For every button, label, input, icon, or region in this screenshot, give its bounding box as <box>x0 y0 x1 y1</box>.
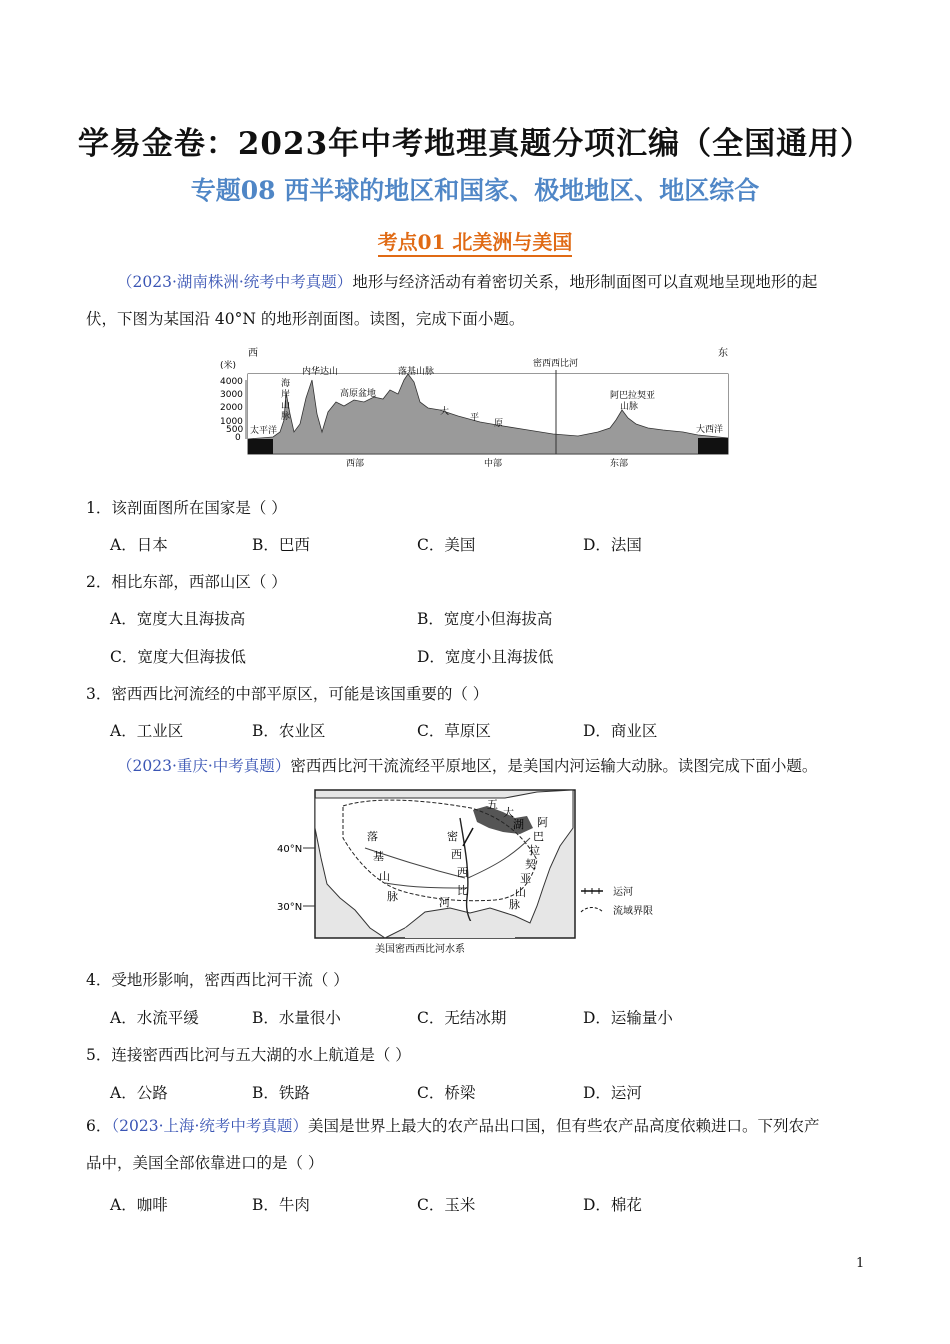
svg-text:岸: 岸 <box>281 390 291 400</box>
lat40-label: 40°N <box>277 844 303 855</box>
svg-text:阿: 阿 <box>537 816 548 829</box>
option[interactable]: A．日本 <box>110 536 168 554</box>
option[interactable]: D．运输量小 <box>583 1009 673 1027</box>
option[interactable]: D．运河 <box>583 1084 642 1102</box>
option[interactable]: D．法国 <box>583 536 642 554</box>
svg-text:大: 大 <box>503 806 514 819</box>
region-west: 西部 <box>346 459 365 469</box>
west-label: 西 <box>248 348 258 359</box>
appalachian-label: 阿巴拉契亚 <box>610 391 656 401</box>
svg-text:河: 河 <box>439 896 450 909</box>
svg-text:巴: 巴 <box>533 830 544 843</box>
svg-text:契: 契 <box>525 858 536 871</box>
ytick: 4000 <box>220 377 243 387</box>
svg-text:山: 山 <box>515 886 526 899</box>
svg-text:拉: 拉 <box>529 844 540 857</box>
section-title: 考点01 北美洲与美国 <box>0 226 950 255</box>
svg-text:密: 密 <box>447 830 458 843</box>
legend-basin: 流域界限 <box>613 906 653 917</box>
svg-text:平: 平 <box>470 413 480 423</box>
option[interactable]: B．宽度小但海拔高 <box>417 610 553 628</box>
source-tag: （2023·湖南株洲·统考中考真题） <box>117 273 353 291</box>
svg-text:海: 海 <box>281 379 291 389</box>
option[interactable]: C．无结冰期 <box>417 1009 507 1027</box>
svg-text:山: 山 <box>281 401 291 411</box>
option[interactable]: A．咖啡 <box>110 1196 168 1214</box>
svg-text:比: 比 <box>457 884 468 897</box>
question-4: 4．受地形影响，密西西比河干流（ ） <box>86 971 349 989</box>
intro-paragraph-1: （2023·湖南株洲·统考中考真题）地形与经济活动有着密切关系，地形制面图可以直观地呈现地形的起 伏，下图为某国沿 40°N 的地形剖面图。读图，完成下面小题。 <box>86 273 818 328</box>
svg-text:基: 基 <box>373 850 384 863</box>
svg-text:脉: 脉 <box>509 898 520 911</box>
basin-label: 高原盆地 <box>340 389 377 399</box>
option[interactable]: B．牛肉 <box>252 1196 310 1214</box>
option[interactable]: A．宽度大且海拔高 <box>110 610 246 628</box>
legend-canal: 运河 <box>613 887 633 898</box>
atlantic-label: 大西洋 <box>696 425 724 435</box>
east-label: 东 <box>718 348 728 359</box>
option[interactable]: B．巴西 <box>252 536 310 554</box>
question-1: 1．该剖面图所在国家是（ ） <box>86 499 287 517</box>
option[interactable]: C．草原区 <box>417 722 491 740</box>
mississippi-map-figure <box>275 788 675 958</box>
svg-text:山脉: 山脉 <box>620 402 639 412</box>
terrain-profile-figure <box>218 342 738 472</box>
svg-text:原: 原 <box>494 419 504 429</box>
ytick: 0 <box>235 433 241 443</box>
question-3: 3．密西西比河流经的中部平原区，可能是该国重要的（ ） <box>86 685 489 703</box>
question-2: 2．相比东部，西部山区（ ） <box>86 573 287 591</box>
option[interactable]: A．水流平缓 <box>110 1009 199 1027</box>
document-title: 学易金卷：2023年中考地理真题分项汇编（全国通用） <box>77 126 873 162</box>
option[interactable]: B．水量很小 <box>252 1009 341 1027</box>
intro-paragraph-2: （2023·重庆·中考真题）密西西比河干流流经平原地区，是美国内河运输大动脉。读图完成下面小题。 <box>117 757 818 775</box>
svg-text:亚: 亚 <box>520 872 531 885</box>
option[interactable]: C．桥梁 <box>417 1084 476 1102</box>
ytick: 500 <box>226 425 244 435</box>
option[interactable]: B．铁路 <box>252 1084 310 1102</box>
lat30-label: 30°N <box>277 902 303 913</box>
option[interactable]: D．棉花 <box>583 1196 642 1214</box>
source-tag: （2023·重庆·中考真题） <box>117 757 291 775</box>
question-5: 5．连接密西西比河与五大湖的水上航道是（ ） <box>86 1046 411 1064</box>
option[interactable]: C．宽度大但海拔低 <box>110 648 246 666</box>
option[interactable]: C．玉米 <box>417 1196 476 1214</box>
svg-text:湖: 湖 <box>513 818 524 831</box>
pacific-label: 太平洋 <box>250 426 278 436</box>
svg-text:西: 西 <box>457 866 468 879</box>
source-tag: （2023·上海·统考中考真题） <box>111 1117 308 1135</box>
question-6: 6．（2023·上海·统考中考真题）美国是世界上最大的农产品出口国，但有些农产品高度依赖进口。下列农产 品中，美国全部依靠进口的是（ ） <box>86 1117 820 1172</box>
option[interactable]: C．美国 <box>417 536 476 554</box>
option[interactable]: A．工业区 <box>110 722 184 740</box>
option[interactable]: B．农业区 <box>252 722 326 740</box>
ytick: 1000 <box>220 417 243 427</box>
svg-text:五: 五 <box>487 798 498 811</box>
option[interactable]: D．商业区 <box>583 722 658 740</box>
option[interactable]: D．宽度小且海拔低 <box>417 648 554 666</box>
svg-text:脉: 脉 <box>387 890 398 903</box>
topic-title: 专题08 西半球的地区和国家、极地地区、地区综合 <box>190 176 760 205</box>
ytick: 3000 <box>220 390 243 400</box>
rocky-label: 落基山脉 <box>398 367 435 377</box>
svg-text:山: 山 <box>379 870 390 883</box>
unit-label: (米) <box>220 361 237 371</box>
region-central: 中部 <box>484 459 503 469</box>
region-east: 东部 <box>610 459 629 469</box>
svg-text:西: 西 <box>451 848 462 861</box>
mississippi-label: 密西西比河 <box>533 359 579 369</box>
page-number: 1 <box>856 1256 865 1271</box>
nevada-label: 内华达山 <box>302 367 339 377</box>
option[interactable]: A．公路 <box>110 1084 168 1102</box>
map-caption: 美国密西西比河水系 <box>375 944 465 955</box>
svg-text:落: 落 <box>367 830 378 843</box>
svg-text:脉: 脉 <box>281 412 291 422</box>
svg-text:大: 大 <box>440 407 450 417</box>
ytick: 2000 <box>220 403 243 413</box>
